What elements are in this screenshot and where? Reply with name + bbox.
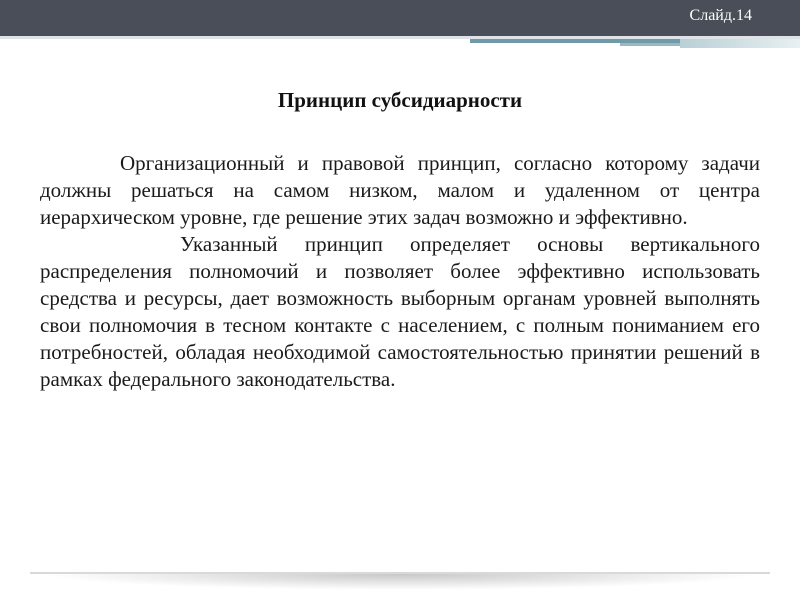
header-accent-stripes [0,36,800,48]
body-paragraph-1: Организационный и правовой принцип, согласно которому задачи должны решаться на самом низком, малом и удаленном от центра иерархическом уровне, где решение этих задач возможно и эффективно. [40,151,760,229]
stripe-fade [680,39,800,48]
slide-header-bar [0,0,800,36]
slide-number: Слайд.14 [689,7,752,24]
slide-body [40,150,760,393]
footer-shadow [40,574,760,590]
slide-title: Принцип субсидиарности [277,88,523,112]
body-paragraph-2: Указанный принцип определяет основы вертикального распределения полномочий и позволяет более эффективно использовать средства и ресурсы, дает возможность выборным органам уровней выполнять свои полномочия в тесном контакте с населением, с полным пониманием его потребностей, обладая необходимой самостоятельностью принятии решений в рамках федерального законодательства. [40,232,760,391]
